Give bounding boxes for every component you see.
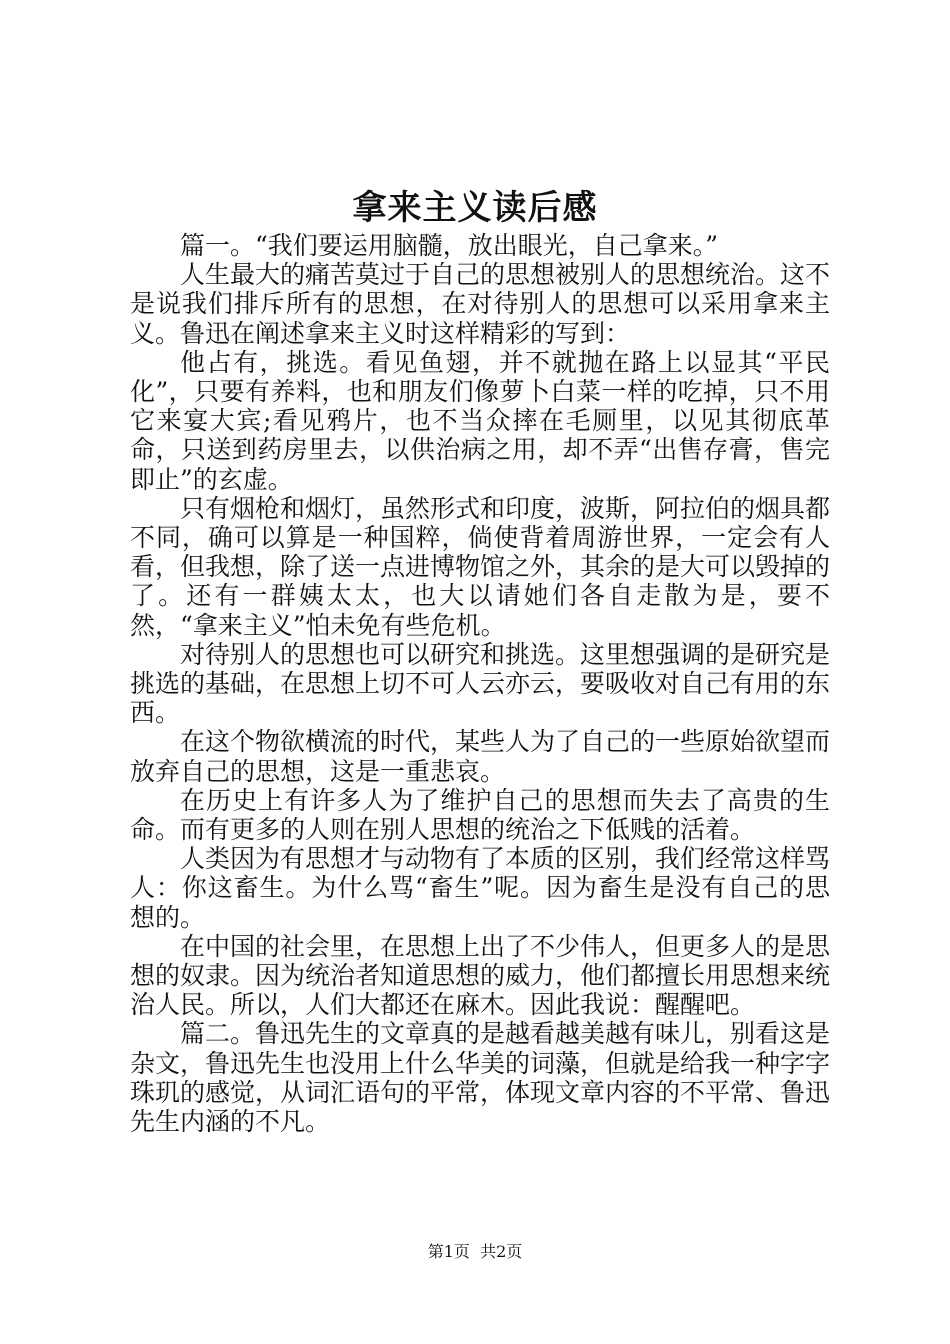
paragraph: 人类因为有思想才与动物有了本质的区别，我们经常这样骂人：你这畜生。为什么骂“畜生”呢。因为畜生是没有自己的思想的。 [130,844,831,932]
paragraph: 篇二。鲁迅先生的文章真的是越看越美越有味儿，别看这是杂文，鲁迅先生也没用上什么华美的词藻，但就是给我一种字字珠玑的感觉，从词汇语句的平常，体现文章内容的不平常、鲁迅先生内涵的不凡。 [130,1019,831,1137]
page-total: 共2页 [480,1242,523,1261]
paragraph: 他占有，挑选。看见鱼翅，并不就抛在路上以显其“平民化”，只要有养料，也和朋友们像萝卜白菜一样的吃掉，只不用它来宴大宾;看见鸦片，也不当众摔在毛厕里，以见其彻底革命，只送到药房里去，以供治病之用，却不弄“出售存膏，售完即止”的玄虚。 [130,347,830,494]
document-title: 拿来主义读后感 [352,188,598,228]
paragraph: 在这个物欲横流的时代，某些人为了自己的一些原始欲望而放弃自己的思想，这是一重悲哀。 [130,727,831,786]
paragraph: 人生最大的痛苦莫过于自己的思想被别人的思想统治。这不是说我们排斥所有的思想，在对待别人的思想可以采用拿来主义。鲁迅在阐述拿来主义时这样精彩的写到： [130,260,831,348]
paragraph: 对待别人的思想也可以研究和挑选。这里想强调的是研究是挑选的基础，在思想上切不可人云亦云，要吸收对自己有用的东西。 [130,639,831,728]
page-number: 第1页 [427,1242,470,1261]
paragraph: 只有烟枪和烟灯，虽然形式和印度，波斯，阿拉伯的烟具都不同，确可以算是一种国粹，倘使背着周游世界，一定会有人看，但我想，除了送一点进博物馆之外，其余的是大可以毁掉的了。还有一群姨太太，也大以请她们各自走散为是，要不然，“拿来主义”怕未免有些危机。 [130,493,831,640]
paragraph: 篇一。“我们要运用脑髓，放出眼光，自己拿来。” [180,231,719,260]
page-footer [0,1241,950,1263]
document-body [130,231,830,1136]
paragraph: 在中国的社会里，在思想上出了不少伟人，但更多人的是思想的奴隶。因为统治者知道思想的威力，他们都擅长用思想来统治人民。所以，人们大都还在麻木。因此我说：醒醒吧。 [130,931,831,1020]
paragraph: 在历史上有许多人为了维护自己的思想而失去了高贵的生命。而有更多的人则在别人思想的统治之下低贱的活着。 [130,785,830,845]
